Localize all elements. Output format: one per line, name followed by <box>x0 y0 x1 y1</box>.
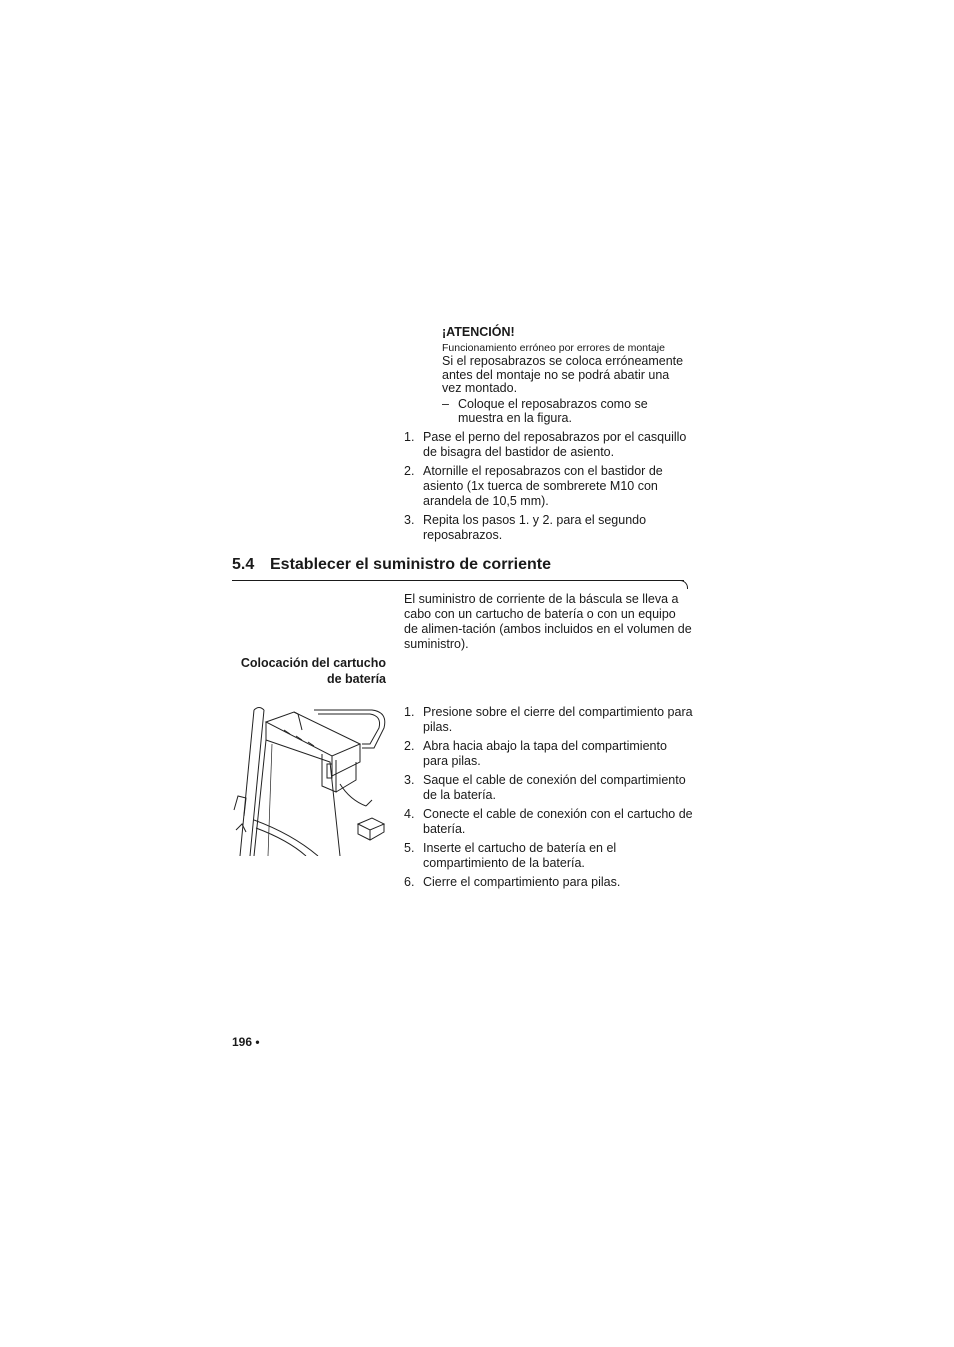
step-text: Conecte el cable de conexión con el cartucho de batería. <box>423 807 693 836</box>
battery-compartment-illustration <box>232 700 392 856</box>
step-number: 6. <box>404 875 415 889</box>
section-title: Establecer el suministro de corriente <box>270 556 551 573</box>
list-item <box>404 430 693 460</box>
step-text: Abra hacia abajo la tapa del compartimiento para pilas. <box>423 739 667 768</box>
step-number: 3. <box>404 773 415 787</box>
step-number: 5. <box>404 841 415 855</box>
list-item <box>404 875 693 890</box>
step-text: Repita los pasos 1. y 2. para el segundo reposabrazos. <box>423 513 647 542</box>
warning-instruction-text: Coloque el reposabrazos como se muestra en la figura. <box>458 397 648 425</box>
section-intro: El suministro de corriente de la báscula se lleva a cabo con un cartucho de batería o con un equipo de alimen-tación (ambos incluidos en el volumen de suministro). <box>404 592 692 651</box>
step-number: 4. <box>404 807 415 821</box>
step-text: Inserte el cartucho de batería en el compartimiento de la batería. <box>423 841 617 870</box>
step-number: 3. <box>404 513 415 527</box>
section-rule <box>232 580 684 581</box>
side-heading: Colocación del cartucho de batería <box>240 656 386 686</box>
warning-title: ¡ATENCIÓN! <box>442 325 515 339</box>
dash-marker: – <box>442 397 449 411</box>
step-text: Cierre el compartimiento para pilas. <box>423 875 621 889</box>
list-item <box>404 464 693 509</box>
battery-steps <box>404 705 693 890</box>
step-text: Presione sobre el cierre del compartimiento para pilas. <box>423 705 693 734</box>
step-number: 2. <box>404 739 415 753</box>
step-number: 1. <box>404 430 415 444</box>
section-number: 5.4 <box>232 556 255 573</box>
step-number: 1. <box>404 705 415 719</box>
warning-subtitle: Funcionamiento erróneo por errores de montaje <box>442 342 665 354</box>
list-item <box>404 513 693 543</box>
page-number: 196 • <box>232 1035 260 1049</box>
step-text: Atornille el reposabrazos con el bastidor de asiento (1x tuerca de sombrerete M10 con arandela de 10,5 mm). <box>423 464 663 508</box>
step-text: Saque el cable de conexión del compartimiento de la batería. <box>423 773 686 802</box>
warning-body: Si el reposabrazos se coloca erróneamente antes del montaje no se podrá abatir una vez montado. <box>442 354 684 395</box>
list-item <box>404 773 693 803</box>
list-item <box>404 739 693 769</box>
list-item <box>404 841 693 871</box>
step-number: 2. <box>404 464 415 478</box>
list-item <box>404 705 693 735</box>
mounting-steps <box>404 430 693 543</box>
list-item <box>404 807 693 837</box>
step-text: Pase el perno del reposabrazos por el casquillo de bisagra del bastidor de asiento. <box>423 430 687 459</box>
section-heading <box>232 556 551 574</box>
section-rule-end <box>679 580 688 589</box>
